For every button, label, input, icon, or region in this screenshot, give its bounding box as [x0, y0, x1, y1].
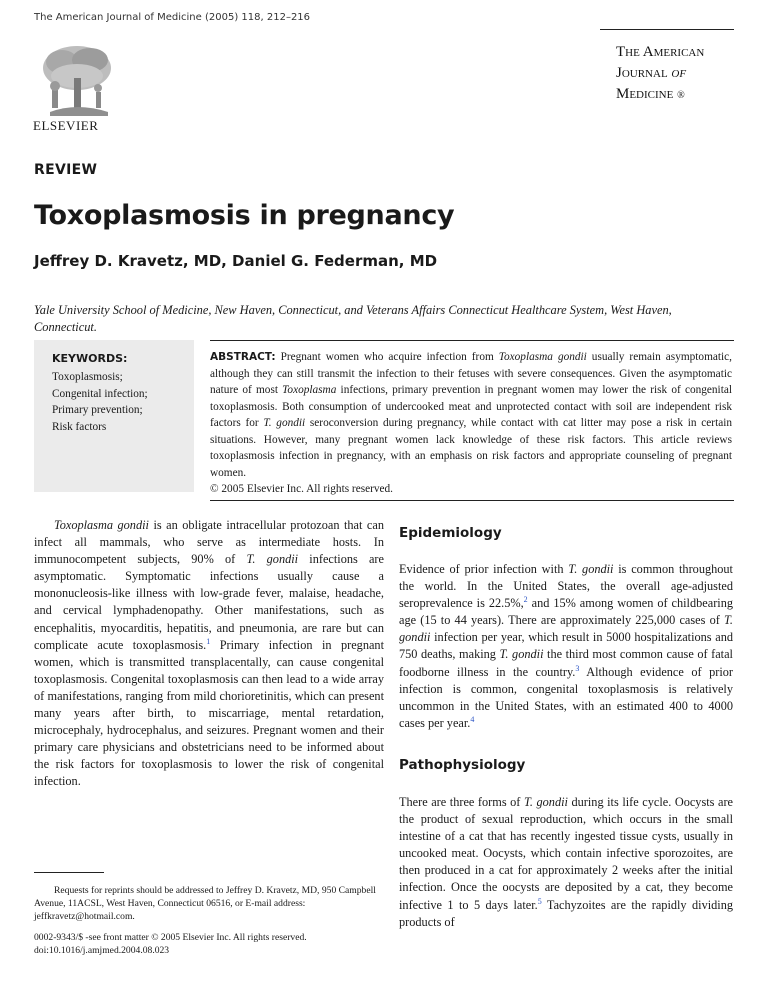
article-title: Toxoplasmosis in pregnancy — [34, 200, 455, 231]
abstract-italic: T. gondii — [263, 417, 306, 429]
reference-link[interactable]: 2 — [523, 595, 528, 605]
abstract-text: infections, primary prevention in pregnant women may lower the risk of congenital toxoplasmosis. Both consumption of undercooked meat and unprotected contact with soil are independent risk factors for — [210, 384, 732, 429]
epidemiology-paragraph — [399, 561, 733, 732]
path-text: during its life cycle. Oocysts are the product of sexual reproduction, which occurs in the small intestine of a cat that has recently ingested tissue cysts, usually in uncooked meat. Oocysts, which contain infective sporozoites, are then produced in a cat for approximately 2 weeks after the initial infection. Once the oocysts are deposited by a cat, they become infective 1 to 5 days later. — [399, 795, 733, 912]
epi-text: Evidence of prior infection with — [399, 562, 569, 576]
brand-medicine: Medicine — [616, 86, 674, 102]
keywords-list — [52, 369, 148, 435]
abstract-bottom-rule — [210, 500, 734, 501]
registered-mark: ® — [677, 90, 685, 101]
reference-link[interactable]: 5 — [537, 896, 542, 906]
keyword-item: Congenital infection; — [52, 387, 148, 400]
intro-italic: T. gondii — [246, 552, 299, 567]
brand-journal: Journal — [616, 65, 668, 81]
brand-line-3 — [616, 84, 704, 106]
abstract-top-rule — [210, 340, 734, 341]
abstract-text: usually remain asymptomatic, although they can still transmit the infection to their fetuses with severe consequences. Given the asymptomatic nature of most — [210, 351, 732, 396]
section-heading-epidemiology: Epidemiology — [399, 525, 502, 541]
section-heading-pathophysiology: Pathophysiology — [399, 757, 526, 773]
keywords-heading: KEYWORDS: — [52, 352, 128, 365]
reprint-footnote: Requests for reprints should be addressed to Jeffrey D. Kravetz, MD, 950 Campbell Avenue, 11ACSL, West Haven, Connecticut 06516, or E-mail address: jeffkravetz@hotmail.com. — [34, 885, 376, 922]
keyword-item: Toxoplasmosis; — [52, 371, 123, 383]
epi-text: infection per year, which result in 5000 hospitalizations and 750 deaths, making — [399, 630, 733, 662]
header-rule — [600, 29, 734, 30]
issn-line: 0002-9343/$ -see front matter © 2005 Elsevier Inc. All rights reserved. — [34, 932, 307, 943]
abstract-italic: Toxoplasma — [282, 384, 337, 396]
epi-text: the third most common cause of fatal foodborne illness in the country. — [399, 647, 733, 679]
reference-link[interactable]: 1 — [206, 636, 211, 646]
abstract-heading: ABSTRACT: — [210, 351, 276, 363]
article-type: REVIEW — [34, 162, 98, 178]
reference-link[interactable]: 4 — [470, 714, 475, 724]
abstract-italic: Toxoplasma gondii — [498, 351, 587, 363]
brand-line-1: The American — [616, 44, 705, 60]
intro-paragraph — [34, 517, 384, 791]
abstract — [210, 349, 732, 498]
brand-of: of — [671, 65, 687, 81]
epi-text: and 15% among women of childbearing age (15 to 44 years). There are approximately 225,000 cases of — [399, 596, 733, 628]
publisher-name: ELSEVIER — [33, 118, 99, 133]
journal-brand — [616, 42, 704, 106]
path-text: There are three forms of — [399, 795, 524, 809]
author-affiliation: Yale University School of Medicine, New Haven, Connecticut, and Veterans Affairs Connecticut Healthcare System, West Haven, Connecticut. — [34, 303, 672, 334]
intro-italic: Toxoplasma gondii — [54, 518, 149, 532]
front-matter — [34, 931, 384, 957]
intro-text: is an obligate intracellular protozoan that can infect all mammals, who serve as intermediate hosts. In immunocompetent subjects, 90% of — [34, 518, 384, 567]
path-text: Tachyzoites are the rapidly dividing products of — [399, 897, 733, 929]
brand-line-2 — [616, 63, 704, 84]
keyword-item: Risk factors — [52, 420, 107, 433]
doi-line: doi:10.1016/j.amjmed.2004.08.023 — [34, 945, 170, 956]
path-italic: T. gondii — [523, 795, 568, 809]
epi-text: Although evidence of prior infection is common, congenital toxoplasmosis is relatively uncommon in the United States, with an estimated 400 to 4000 cases per year. — [399, 664, 733, 730]
keyword-item: Primary prevention; — [52, 404, 143, 416]
abstract-copyright: © 2005 Elsevier Inc. All rights reserved. — [210, 483, 394, 495]
elsevier-tree-logo — [32, 40, 122, 120]
intro-text: infections are asymptomatic. Symptomatic infections usually cause a mononucleosis-like illness with low-grade fever, malaise, headache, and cervical lymphadenopathy. Other manifestations, such as encephalitis, myocarditis, hepatitis, and pneumonia, are rare but can complicate acute toxoplasmosis. — [34, 552, 384, 652]
epi-italic: T. gondii — [399, 613, 733, 645]
abstract-text: seroconversion during pregnancy, while contact with cat litter may pose a risk in certain situations. However, many pregnant women lack knowledge of these risk factors. This article reviews toxoplasmosis infection in pregnancy, with an emphasis on risk factors and appropriate counseling of pregnant women. — [210, 417, 733, 479]
epi-text: is common throughout the world. In the United States, the overall age-adjusted seroprevalence is 22.5%, — [399, 562, 733, 611]
epi-italic: T. gondii — [499, 647, 544, 662]
journal-citation: The American Journal of Medicine (2005) 118, 212–216 — [34, 12, 311, 23]
intro-text: Primary infection in pregnant women, which is transmitted transplacentally, can cause congenital toxoplasmosis. Congenital toxoplasmosis can then lead to a wide array of manifestations, ranging from mild chorioretinitis, which can present many years after birth, to miscarriage, mental retardation, microcephaly, hydrocephalus, and seizures. Pregnant women and their primary care physicians and obstetricians need to be informed about the risk factors for toxoplasmosis to lower the risk of congenital infection. — [34, 637, 384, 789]
reference-link[interactable]: 3 — [575, 663, 580, 673]
abstract-text: Pregnant women who acquire infection from — [280, 351, 499, 363]
pathophysiology-paragraph — [399, 794, 733, 931]
footnote-rule — [34, 872, 104, 873]
article-authors: Jeffrey D. Kravetz, MD, Daniel G. Federman, MD — [34, 252, 438, 270]
epi-italic: T. gondii — [568, 562, 614, 576]
